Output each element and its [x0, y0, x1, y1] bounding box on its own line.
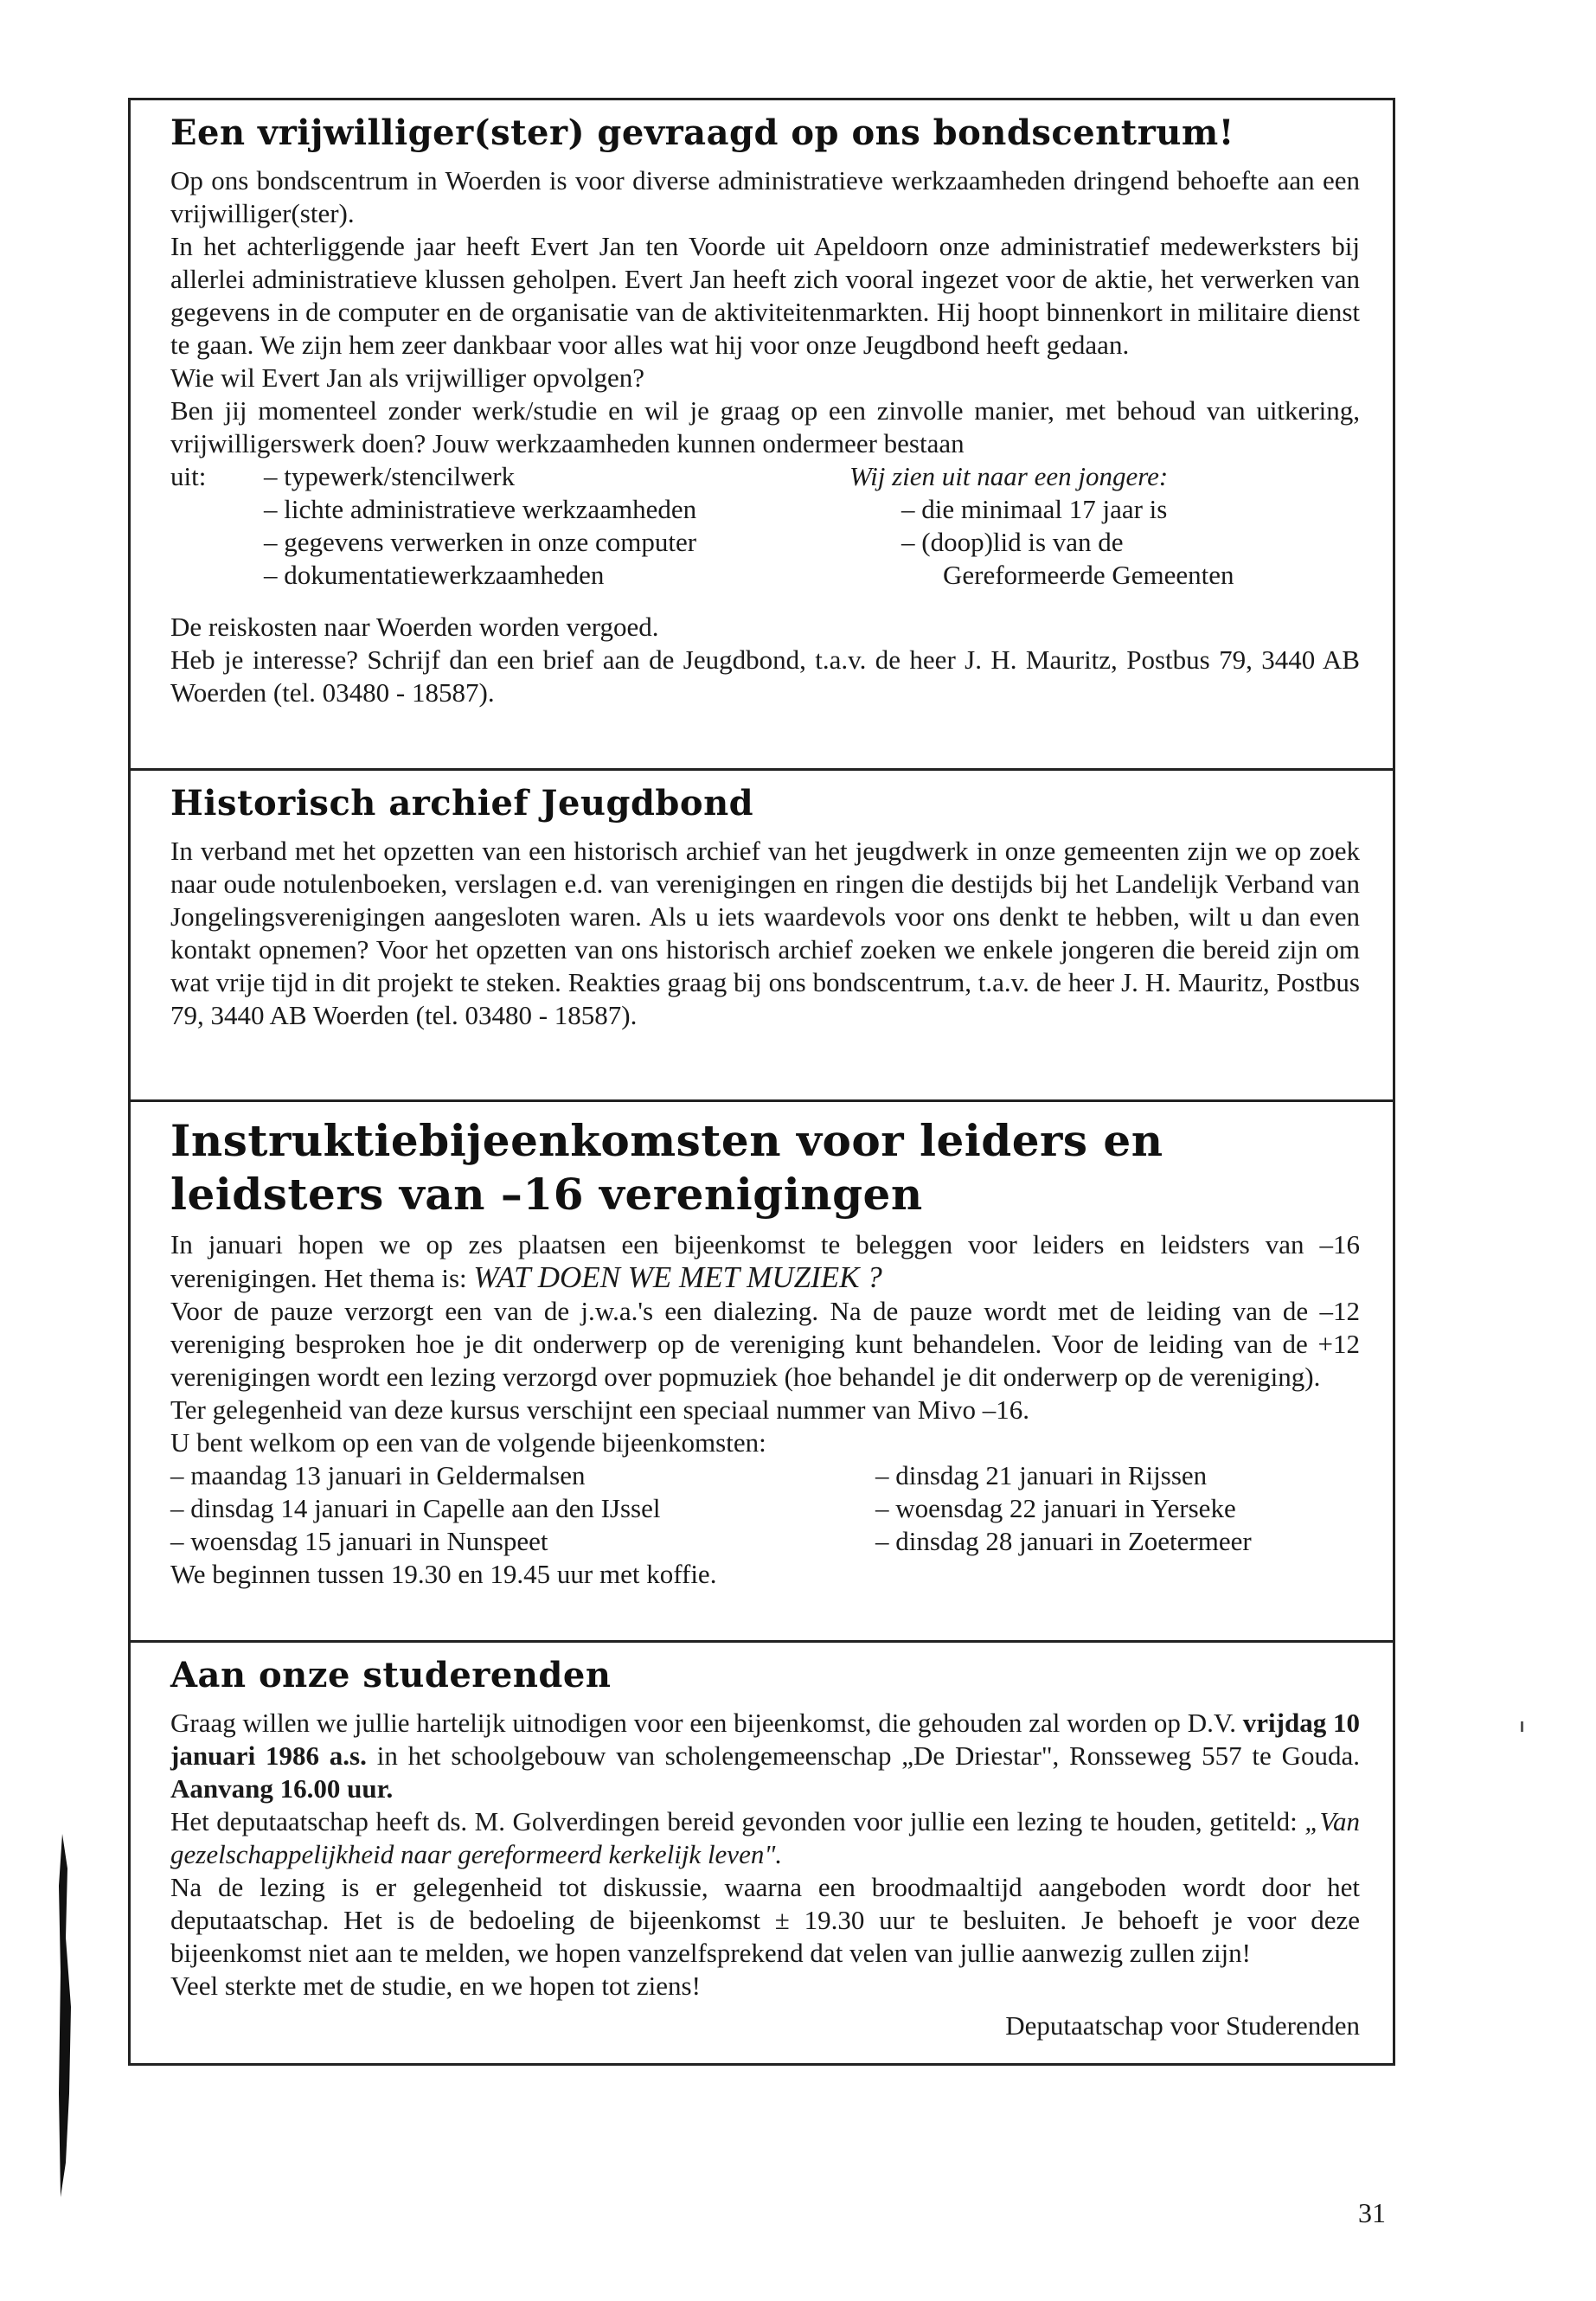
- scan-tick-mark: [1521, 1721, 1523, 1732]
- task-item: – lichte administratieve werkzaamheden: [264, 494, 697, 524]
- meeting-date: – woensdag 15 januari in Nunspeet: [170, 1526, 548, 1556]
- volunteer-paragraph-1: Op ons bondscentrum in Woerden is voor diverse administratieve werkzaamheden dringend behoefte aan een vrijwilliger(ster).: [170, 165, 1360, 228]
- volunteer-paragraph-2: In het achterliggende jaar heeft Evert Jan ten Voorde uit Apeldoorn onze administratief medewerksters bij allerlei administratieve klussen geholpen. Evert Jan heeft zich vooral ingezet voor de aktie, het verwerken van gegevens in de computer en de organisatie van de aktiviteitenmarkten. Hij hoopt binnenkort in militaire dienst te gaan. We zijn hem zeer dankbaar voor alles wat hij voor onze Jeugdbond heeft gedaan.: [170, 231, 1360, 360]
- requirement-item: Gereformeerde Gemeenten: [943, 560, 1234, 590]
- instruction-theme: WAT DOEN WE MET MUZIEK ?: [473, 1260, 882, 1294]
- students-start-time: Aanvang 16.00 uur.: [170, 1773, 394, 1804]
- instruction-mivo: Ter gelegenheid van deze kursus verschijnt een speciaal nummer van Mivo –16.: [170, 1394, 1029, 1425]
- volunteer-title: Een vrijwilliger(ster) gevraagd op ons bondscentrum!: [170, 112, 1234, 153]
- requirement-list: [849, 460, 1360, 592]
- requirement-item: – (doop)lid is van de: [901, 527, 1124, 557]
- students-date: vrijdag 10 januari 1986 a.s.: [170, 1708, 1361, 1771]
- instruction-welcome: U bent welkom op een van de volgende bijeenkomsten:: [170, 1427, 766, 1458]
- meeting-dates-right: [875, 1459, 1360, 1558]
- students-lecture: [170, 1805, 1360, 1871]
- page-number: 31: [1358, 2197, 1386, 2228]
- instruction-start-time: We beginnen tussen 19.30 en 19.45 uur met koffie.: [170, 1559, 717, 1589]
- task-item: – dokumentatiewerkzaamheden: [264, 560, 605, 590]
- students-program: Na de lezing is er gelegenheid tot diskussie, waarna een broodmaaltijd aangeboden wordt door het deputaatschap. Het is de bedoeling de bijeenkomst ± 19.30 uur te besluiten. Je behoeft je voor deze bijeenkomst niet aan te melden, we hopen vanzelfsprekend dat velen van jullie aanwezig zullen zijn!: [170, 1872, 1360, 1968]
- archive-paragraph: In verband met het opzetten van een historisch archief van het jeugdwerk in onze gemeenten zijn we op zoek naar oude notulenboeken, verslagen e.d. van verenigingen en ringen die destijds bij het Landelijk Verband van Jongelingsverenigingen aangesloten waren. Als u iets waardevols voor ons denkt te hebben, wilt u dan even kontakt opnemen? Voor het opzetten van ons historisch archief zoeken we enkele jongeren die bereid zijn om wat vrije tijd in dit projekt te steken. Reakties graag bij ons bondscentrum, t.a.v. de heer J. H. Mauritz, Postbus 79, 3440 AB Woerden (tel. 03480 - 18587).: [170, 836, 1360, 1030]
- meeting-date: – maandag 13 januari in Geldermalsen: [170, 1460, 586, 1490]
- instruction-body: Voor de pauze verzorgt een van de j.w.a.'s een dialezing. Na de pauze wordt met de leiding van de –12 vereniging besproken hoe je dit onderwerp op de vereniging kunt behandelen. Voor de leiding van de +12 verenigingen wordt een lezing verzorgd over popmuziek (hoe behandel je dit onderwerp op de vereniging).: [170, 1296, 1360, 1392]
- volunteer-travel-costs: De reiskosten naar Woerden worden vergoed.: [170, 612, 659, 642]
- students-location: in het schoolgebouw van scholengemeenschap „De Driestar", Ronsseweg 557 te Gouda.: [376, 1740, 1360, 1771]
- students-section: [131, 1643, 1393, 2063]
- meeting-date: – dinsdag 21 januari in Rijssen: [875, 1460, 1208, 1490]
- instruction-section: [131, 1102, 1393, 1643]
- volunteer-paragraph-3: Wie wil Evert Jan als vrijwilliger opvolgen?: [170, 362, 644, 393]
- task-item: – gegevens verwerken in onze computer: [264, 527, 697, 557]
- meeting-dates-left: [170, 1459, 875, 1558]
- volunteer-contact: Heb je interesse? Schrijf dan een brief aan de Jeugdbond, t.a.v. de heer J. H. Mauritz, Postbus 79, 3440 AB Woerden (tel. 03480 - 18587).: [170, 644, 1360, 708]
- task-requirement-columns: [170, 460, 1360, 592]
- task-list-lead: uit:: [170, 461, 207, 491]
- requirements-heading: Wij zien uit naar een jongere:: [849, 461, 1169, 491]
- archive-section: [131, 771, 1393, 1102]
- instruction-intro-text: In januari hopen we op zes plaatsen een bijeenkomst te beleggen voor leiders en leidsters van –16 verenigingen. Het thema is:: [170, 1229, 1360, 1293]
- students-title: Aan onze studerenden: [170, 1655, 612, 1695]
- meeting-dates: [170, 1459, 1360, 1558]
- requirement-item: – die minimaal 17 jaar is: [901, 494, 1168, 524]
- volunteer-paragraph-4: Ben jij momenteel zonder werk/studie en wil je graag op een zinvolle manier, met behoud van uitkering, vrijwilligerswerk doen? Jouw werkzaamheden kunnen ondermeer bestaan: [170, 395, 1360, 458]
- students-farewell: Veel sterkte met de studie, en we hopen tot ziens!: [170, 1971, 701, 2001]
- students-lecture-text: Het deputaatschap heeft ds. M. Golverdingen bereid gevonden voor jullie een lezing te houden, getiteld:: [170, 1806, 1298, 1836]
- students-invitation: [170, 1707, 1360, 1805]
- archive-title: Historisch archief Jeugdbond: [170, 783, 754, 824]
- students-lecture-title: „Van gezelschappelijkheid naar gereformeerd kerkelijk leven".: [170, 1806, 1360, 1869]
- task-item: – typewerk/stencilwerk: [264, 461, 516, 491]
- meeting-date: – woensdag 22 januari in Yerseke: [875, 1493, 1236, 1523]
- scan-edge-mark: [57, 1834, 73, 2197]
- instruction-intro: [170, 1228, 1360, 1295]
- volunteer-section: [131, 100, 1393, 771]
- students-invitation-text: Graag willen we jullie hartelijk uitnodigen voor een bijeenkomst, die gehouden zal worden op D.V.: [170, 1708, 1236, 1738]
- meeting-date: – dinsdag 28 januari in Zoetermeer: [875, 1526, 1252, 1556]
- students-signature: Deputaatschap voor Studerenden: [1005, 2010, 1360, 2041]
- instruction-title: Instruktiebijeenkomsten voor leiders en leidsters van –16 verenigingen: [170, 1115, 1163, 1220]
- meeting-date: – dinsdag 14 januari in Capelle aan den IJssel: [170, 1493, 661, 1523]
- task-list: [170, 460, 849, 592]
- bulletin-frame: [128, 98, 1395, 2066]
